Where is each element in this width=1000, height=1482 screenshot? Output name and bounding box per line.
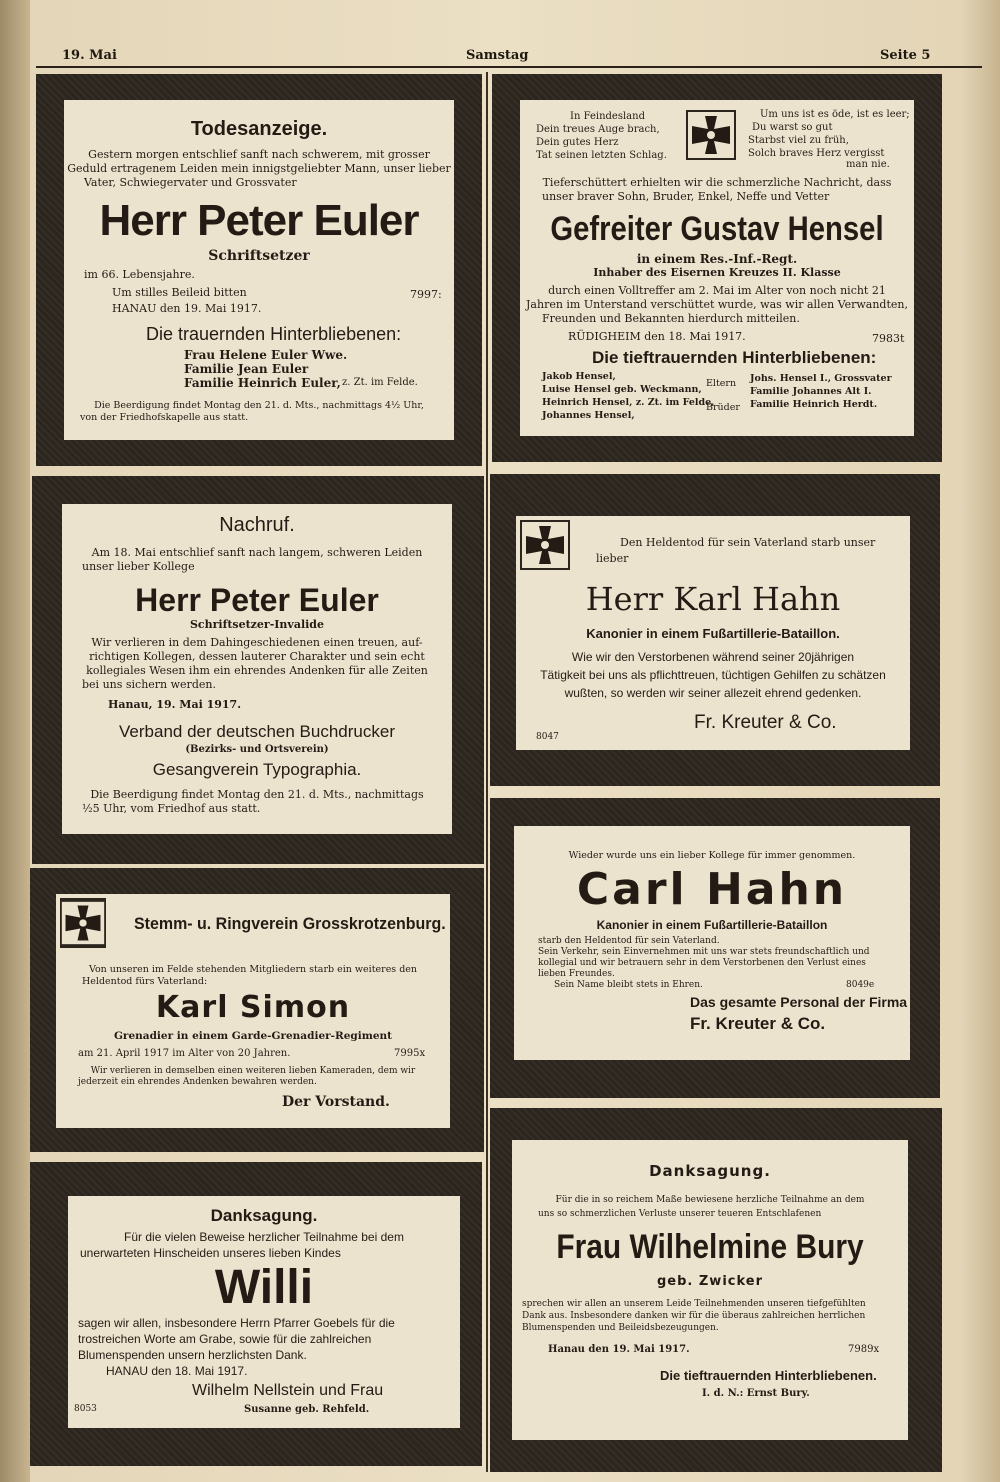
ad-title: Danksagung. [210,1206,318,1225]
intro-line: unser braver Sohn, Bruder, Enkel, Neffe und Vetter [542,190,830,203]
signature: Wilhelm Nellstein und Frau [192,1382,384,1399]
text-line: Jahren im Unterstand verschüttet wurde, was wir allen Verwandten, [526,298,908,311]
occupation: Schriftsetzer-Invalide [189,618,324,631]
place-date: HANAU den 19. Mai 1917. [112,302,262,315]
place-date: HANAU den 18. Mai 1917. [106,1364,248,1378]
organization-sub: (Bezirks- und Ortsverein) [185,744,329,755]
poem-line: Dein treues Auge brach, [536,124,660,135]
intro-line: Für die in so reichem Maße bewiesene herzliche Teilnahme an dem [555,1195,865,1205]
club-name: Stemm- u. Ringverein Grosskrotzenburg. [134,914,446,933]
death-notice-euler [64,100,454,440]
iron-cross-icon [686,110,736,160]
text-line: Sein Verkehr, sein Einvernehmen mit uns war stets freundschaftlich und [538,947,870,957]
signature: I. d. N.: Ernst Bury. [702,1388,810,1399]
intro-line: unser lieber Kollege [82,560,195,573]
text-line: Freunden und Bekannten hierdurch mitteilen. [542,312,800,325]
mourner: Familie Johannes Alt I. [750,386,872,397]
poem-line: Du warst so gut [752,122,833,133]
header-rule [36,66,982,68]
ad-title: Nachruf. [219,514,295,536]
ad-code: 7989x [848,1344,880,1355]
place-date: RÜDIGHEIM den 18. Mai 1917. [568,330,746,343]
header-date: 19. Mai [62,48,117,63]
place-date: Hanau den 19. Mai 1917. [548,1344,690,1355]
text-line: durch einen Volltreffer am 2. Mai im Alter von noch nicht 21 [548,284,886,297]
text-line: Tätigkeit bei uns als pflichttreuen, tüchtigen Gehilfen zu schätzen [540,668,886,682]
text-line: Blumenspenden unsern herzlichsten Dank. [78,1348,307,1362]
ad-code: 7995x [394,1048,426,1059]
signature: Der Vorstand. [282,1094,390,1110]
ad-title: Danksagung. [649,1162,771,1180]
signature-sub: Susanne geb. Rehfeld. [244,1404,370,1415]
poem-line: Solch braves Herz vergisst [748,148,885,159]
mourner: Johs. Hensel I., Grossvater [750,373,892,384]
text-line: Dank aus. Insbesondere danken wir für die überaus zahlreichen herrlichen [522,1311,866,1321]
poem-line: man nie. [846,159,890,170]
intro-line: Tieferschüttert erhielten wir die schmerzliche Nachricht, dass [542,176,892,189]
deceased-name: Herr Peter Euler [135,582,379,618]
mourner: Heinrich Hensel, z. Zt. im Felde, [542,397,715,408]
mourner-note: z. Zt. im Felde. [342,377,418,388]
military-unit: in einem Res.-Inf.-Regt. [636,252,798,266]
intro-line: Wieder wurde uns ein lieber Kollege für immer genommen. [568,850,856,861]
poem-line: Tat seinen letzten Schlag. [536,150,667,161]
iron-cross-icon [520,520,570,570]
death-notice-hahn-firm [516,516,910,750]
intro-line: Von unseren im Felde stehenden Mitgliedern starb ein weiteres den [88,964,418,975]
ad-code: 8047 [536,732,559,742]
closing-line: Sein Name bleibt stets in Ehren. [554,980,703,990]
text-line: sagen wir allen, insbesondere Herrn Pfarrer Goebels für die [78,1316,395,1330]
text-line: starb den Heldentod für sein Vaterland. [538,936,720,946]
poem-line: Starbst viel zu früh, [748,135,849,146]
deceased-name: Karl Simon [155,990,351,1025]
firm-name: Fr. Kreuter & Co. [690,1014,826,1033]
text-line: Blumenspenden und Beileidsbezeugungen. [522,1323,719,1333]
age-line: im 66. Lebensjahre. [84,268,195,281]
deceased-name: Frau Wilhelmine Bury [556,1228,864,1266]
funeral-note: von der Friedhofskapelle aus statt. [80,412,249,423]
choir-name: Gesangverein Typographia. [152,760,362,779]
text-line: Wir verlieren in dem Dahingeschiedenen einen treuen, auf- [91,636,423,649]
deceased-name: Herr Karl Hahn [585,580,841,618]
iron-cross-icon [60,898,106,948]
thanks-notice-willi [68,1196,460,1428]
military-unit: Kanonier in einem Fußartillerie-Bataillon. [586,626,840,641]
text-line: jederzeit ein ehrendes Andenken bewahren werden. [78,1077,317,1087]
text-line: wußten, so werden wir seiner allezeit ehrend gedenken. [564,686,862,700]
text-line: richtigen Kollegen, dessen lauterer Charakter und sein echt [89,650,425,663]
column-separator [486,72,488,1472]
maiden-name: geb. Zwicker [656,1274,763,1289]
funeral-note: ½5 Uhr, vom Friedhof aus statt. [82,802,261,815]
text-line: sprechen wir allen an unserem Leide Teilnehmenden unseren tiefgefühlten [522,1299,866,1309]
poem-line: In Feindesland [570,111,645,122]
intro-line: Gestern morgen entschlief sanft nach schwerem, mit grosser [88,148,430,161]
ad-title: Todesanzeige. [190,118,328,140]
text-line: lieben Freundes. [538,969,615,979]
organization: Verband der deutschen Buchdrucker [119,722,395,741]
death-notice-simon [56,894,450,1128]
mourners-heading: Die trauernden Hinterbliebenen: [146,324,402,344]
text-line: Wir verlieren in demselben einen weiteren lieben Kameraden, dem wir [90,1066,416,1076]
intro-line: uns so schmerzlichen Verluste unserer teueren Entschlafenen [538,1209,822,1219]
signature: Fr. Kreuter & Co. [694,712,837,733]
text-line: bei uns sichern werden. [82,678,216,691]
deceased-name: Willi [214,1261,314,1314]
military-unit: Kanonier in einem Fußartillerie-Bataillon [596,918,828,932]
text-line: Wie wir den Verstorbenen während seiner 20jährigen [571,650,855,664]
ad-code: 7997: [410,288,442,301]
text-line: kollegiales Wesen ihm ein ehrendes Andenken für alle Zeiten [86,664,428,677]
condolence-request: Um stilles Beileid bitten [112,286,247,299]
death-notice-hensel [520,100,914,436]
staff-line: Das gesamte Personal der Firma [690,994,908,1010]
honor-line: Inhaber des Eisernen Kreuzes II. Klasse [593,266,841,279]
poem-line: Dein gutes Herz [536,137,619,148]
deceased-name: Carl Hahn [576,864,848,915]
deceased-name: Gefreiter Gustav Hensel [550,210,884,248]
death-notice-hahn-colleagues [514,826,910,1060]
intro-line: Am 18. Mai entschlief sanft nach langem, schweren Leiden [91,546,423,559]
mourners-heading: Die tieftrauernden Hinterbliebenen: [592,348,877,367]
obituary-euler [62,504,452,834]
military-unit: Grenadier in einem Garde-Grenadier-Regiment [113,1030,393,1042]
date-line: am 21. April 1917 im Alter von 20 Jahren. [78,1048,291,1059]
intro-line: unerwarteten Hinscheiden unseres lieben Kindes [80,1246,341,1260]
relation-label: Eltern [706,378,737,389]
mourners-heading: Die tieftrauernden Hinterbliebenen. [660,1368,877,1383]
funeral-note: Die Beerdigung findet Montag den 21. d. Mts., nachmittags 4½ Uhr, [94,400,424,411]
mourner: Frau Helene Euler Wwe. [184,348,348,362]
ad-code: 8053 [74,1404,97,1414]
intro-line: Für die vielen Beweise herzlicher Teilnahme bei dem [124,1230,404,1244]
occupation: Schriftsetzer [208,248,310,264]
mourner: Familie Jean Euler [184,362,309,376]
mourner: Familie Heinrich Euler, [184,376,341,390]
intro-line: Den Heldentod für sein Vaterland starb unser [620,536,876,549]
header-weekday: Samstag [466,48,529,63]
ad-code: 8049e [846,980,875,990]
relation-label: Brüder [706,402,740,413]
mourner: Luise Hensel geb. Weckmann, [542,384,702,395]
intro-line: Geduld ertragenem Leiden mein innigstgeliebter Mann, unser lieber [67,162,451,175]
mourner: Johannes Hensel, [542,410,635,421]
funeral-note: Die Beerdigung findet Montag den 21. d. Mts., nachmittags [90,788,424,801]
mourner: Jakob Hensel, [542,371,616,382]
mourner: Familie Heinrich Herdt. [750,399,878,410]
header-page-number: Seite 5 [880,48,931,63]
text-line: trostreichen Worte am Grabe, sowie für die zahlreichen [78,1332,372,1346]
text-line: kollegial und wir betrauern sehr in dem Verstorbenen den Verlust eines [538,958,866,968]
intro-line: Heldentod fürs Vaterland: [82,976,208,987]
intro-line: lieber [596,552,629,565]
ad-code: 7983t [872,332,905,345]
deceased-name: Herr Peter Euler [99,196,419,245]
poem-line: Um uns ist es öde, ist es leer; [760,109,910,120]
intro-line: Vater, Schwiegervater und Grossvater [84,176,297,189]
thanks-notice-bury [512,1140,908,1440]
page-binding-edge [0,0,30,1482]
place-date: Hanau, 19. Mai 1917. [108,698,242,711]
